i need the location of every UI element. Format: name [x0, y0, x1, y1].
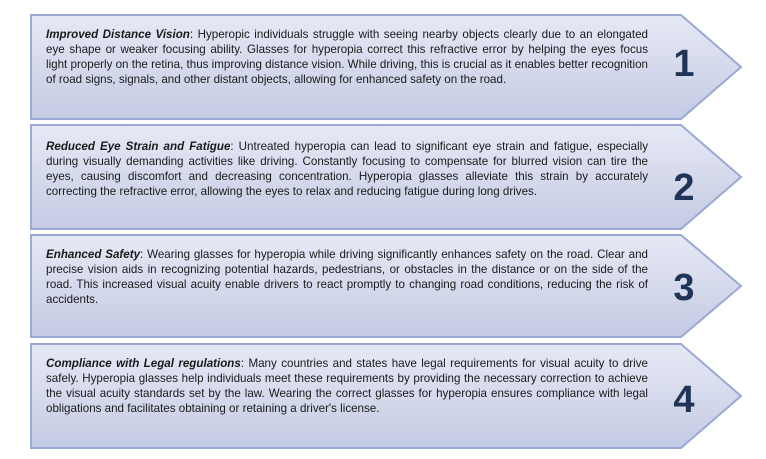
- step-title: Improved Distance Vision: [46, 28, 190, 41]
- step-2: [30, 124, 742, 230]
- step-body: : Hyperopic individuals struggle with seeing nearby objects clearly due to an elongated eye shape or weaker focusing ability. Glasses for hyperopia correct this refractive error by helping the eyes focus light properly on the retina, thus improving distance vision. While driving, this is crucial as it enables better recognition of road signs, signals, and other distant objects, allowing for enhanced safety on the road.: [46, 28, 648, 86]
- step-number: 2: [673, 167, 695, 209]
- step-number: 3: [673, 267, 695, 309]
- step-number: 4: [673, 379, 695, 421]
- step-title: Compliance with Legal regulations: [46, 357, 241, 370]
- step-title: Enhanced Safety: [46, 248, 141, 261]
- step-3: [30, 234, 742, 338]
- step-number: 1: [673, 43, 695, 85]
- step-body: : Untreated hyperopia can lead to significant eye strain and fatigue, especially during visually demanding activities like driving. Constantly focusing to compensate for blurred vision can tire the eyes, causing discomfort and decreasing concentration. Hyperopia glasses alleviate this strain by accurately correcting the refractive error, allowing the eyes to relax and reducing fatigue during long drives.: [46, 140, 648, 198]
- step-4: [30, 343, 742, 449]
- step-description: [46, 356, 648, 416]
- step-description: [46, 27, 648, 87]
- step-description: [46, 139, 648, 199]
- step-body: : Wearing glasses for hyperopia while driving significantly enhances safety on the road. Clear and precise vision aids in recognizing potential hazards, pedestrians, or obstacles in the distance or on the side of the road. This increased visual acuity enable drivers to react promptly to changing road conditions, reducing the risk of accidents.: [46, 248, 648, 306]
- step-title: Reduced Eye Strain and Fatigue: [46, 140, 231, 153]
- step-description: [46, 247, 648, 307]
- step-body: : Many countries and states have legal requirements for visual acuity to drive safely. Hyperopia glasses help individuals meet these requirements by providing the necessary correction to achieve the visual acuity standards set by the law. Wearing the correct glasses for hyperopia ensures compliance with legal obligations and facilitates obtaining or retaining a driver's license.: [46, 357, 648, 415]
- step-1: [30, 14, 742, 120]
